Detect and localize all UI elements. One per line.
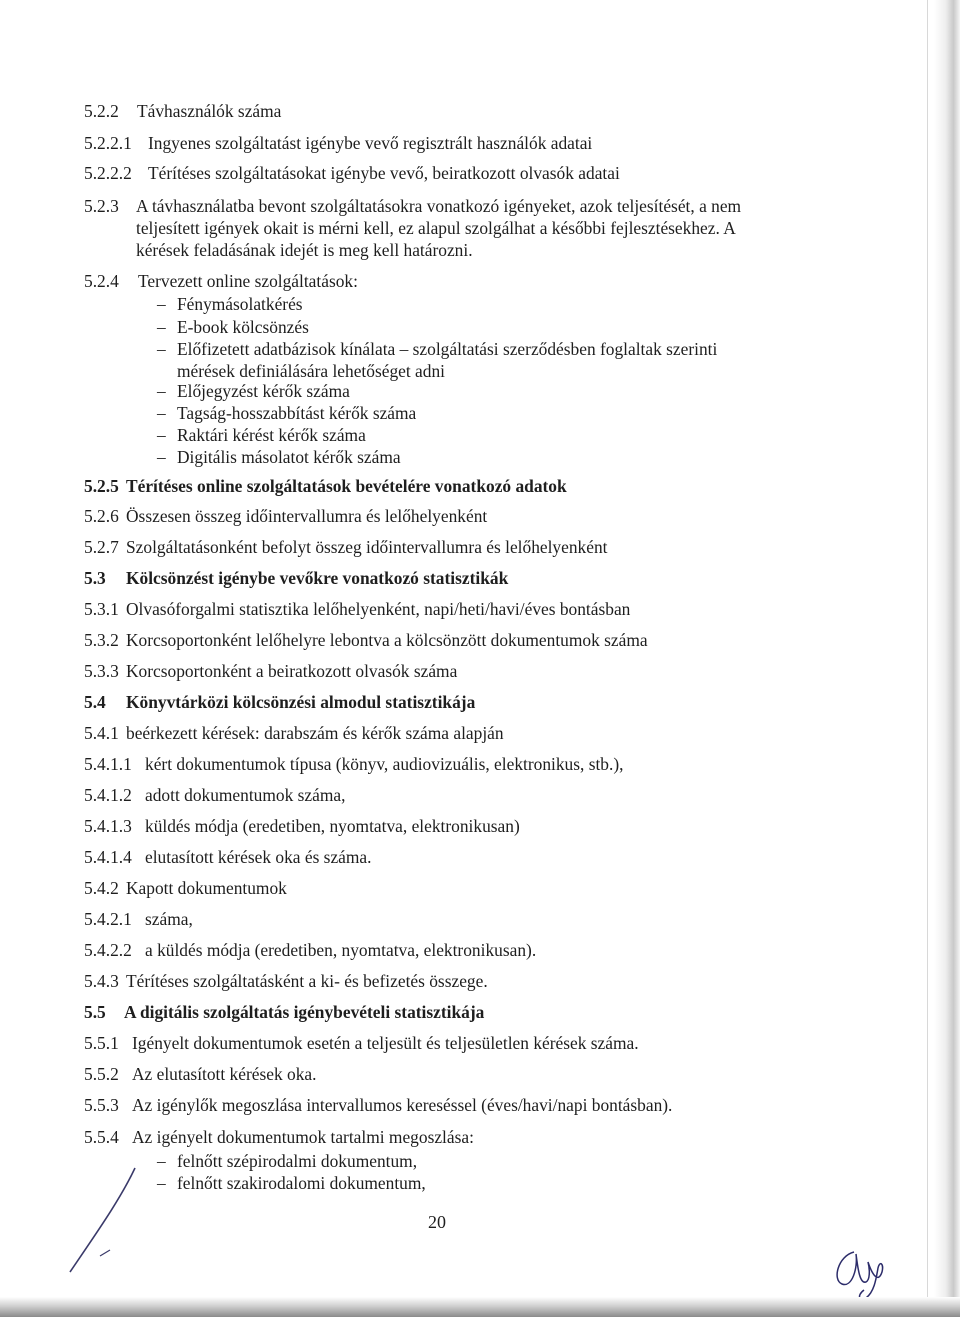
section-number: 5.2.6 [84,506,119,526]
section-text: adott dokumentumok száma, [145,785,346,805]
section-number: 5.3.3 [84,661,119,681]
section-text: Távhasználók száma [137,101,282,121]
section-text: teljesített igények okait is mérni kell, ez alapul szolgálhat a későbbi fejlesztésekhez. A [136,218,736,238]
list-dash: – [157,1151,166,1171]
list-item-text: Fénymásolatkérés [177,294,303,314]
section-number: 5.2.7 [84,537,119,557]
section-number: 5.4.1.4 [84,847,132,867]
section-text: Könyvtárközi kölcsönzési almodul statisztikája [126,692,476,712]
section-number: 5.4.2 [84,878,119,898]
page-bottom-shadow [0,1297,960,1317]
section-text: Összesen összeg időintervallumra és lelőhelyenként [126,506,488,526]
list-item-text: Tagság-hosszabbítást kérők száma [177,403,417,423]
section-text: A digitális szolgáltatás igénybevételi statisztikája [124,1002,485,1022]
section-text: Kapott dokumentumok [126,878,287,898]
section-number: 5.3.2 [84,630,119,650]
section-text: küldés módja (eredetiben, nyomtatva, elektronikusan) [145,816,520,836]
section-number: 5.4 [84,692,106,712]
section-text: Szolgáltatásonként befolyt összeg időintervallumra és lelőhelyenként [126,537,608,557]
section-number: 5.4.3 [84,971,119,991]
section-text: Az igényelt dokumentumok tartalmi megoszlása: [132,1127,474,1147]
section-text: Ingyenes szolgáltatást igénybe vevő regisztrált használók adatai [148,133,593,153]
section-number: 5.2.2.2 [84,163,132,183]
section-text: Kölcsönzést igénybe vevőkre vonatkozó statisztikák [126,568,509,588]
section-text: a küldés módja (eredetiben, nyomtatva, elektronikusan). [145,940,537,960]
section-text: Korcsoportonként a beiratkozott olvasók száma [126,661,458,681]
list-dash: – [157,339,166,359]
section-text: Az igénylők megoszlása intervallumos kereséssel (éves/havi/napi bontásban). [132,1095,673,1115]
page-edge-line [927,0,928,1317]
list-item-text: mérések definiálására lehetőséget adni [177,361,445,381]
section-number: 5.4.1.1 [84,754,132,774]
section-number: 5.2.2 [84,101,119,121]
section-number: 5.4.1.2 [84,785,132,805]
section-number: 5.2.4 [84,271,119,291]
section-number: 5.4.1 [84,723,119,743]
section-text: kért dokumentumok típusa (könyv, audiovizuális, elektronikus, stb.), [145,754,624,774]
section-number: 5.5.2 [84,1064,119,1084]
section-number: 5.5.3 [84,1095,119,1115]
section-text: Korcsoportonként lelőhelyre lebontva a kölcsönzött dokumentumok száma [126,630,648,650]
section-text: Olvasóforgalmi statisztika lelőhelyenként, napi/heti/havi/éves bontásban [126,599,631,619]
list-dash: – [157,317,166,337]
section-text: elutasított kérések oka és száma. [145,847,372,867]
list-item-text: Előjegyzést kérők száma [177,381,350,401]
section-text: Térítéses online szolgáltatások bevételére vonatkozó adatok [126,476,567,496]
list-item-text: Előfizetett adatbázisok kínálata – szolgáltatási szerződésben foglaltak szerinti [177,339,718,359]
section-number: 5.4.2.1 [84,909,132,929]
list-dash: – [157,294,166,314]
list-dash: – [157,381,166,401]
list-dash: – [157,425,166,445]
section-text: Térítéses szolgáltatásokat igénybe vevő, beiratkozott olvasók adatai [148,163,620,183]
section-number: 5.5 [84,1002,106,1022]
section-number: 5.5.1 [84,1033,119,1053]
section-text: kérések feladásának idejét is meg kell határozni. [136,240,473,260]
section-number: 5.3.1 [84,599,119,619]
list-dash: – [157,403,166,423]
list-item-text: E-book kölcsönzés [177,317,309,337]
section-text: Igényelt dokumentumok esetén a teljesült és teljesületlen kérések száma. [132,1033,639,1053]
section-number: 5.2.3 [84,196,119,216]
section-number: 5.4.2.2 [84,940,132,960]
section-text: A távhasználatba bevont szolgáltatásokra vonatkozó igényeket, azok teljesítését, a nem [136,196,742,216]
section-text: Az elutasított kérések oka. [132,1064,317,1084]
section-number: 5.2.5 [84,476,119,496]
handwritten-initials [820,1240,900,1302]
list-item-text: felnőtt szakirodalomi dokumentum, [177,1173,426,1193]
list-dash: – [157,447,166,467]
list-item-text: Raktári kérést kérők száma [177,425,366,445]
section-text: Tervezett online szolgáltatások: [138,271,358,291]
section-number: 5.4.1.3 [84,816,132,836]
section-number: 5.3 [84,568,106,588]
section-text: száma, [145,909,193,929]
section-number: 5.2.2.1 [84,133,132,153]
list-item-text: Digitális másolatot kérők száma [177,447,401,467]
section-text: Térítéses szolgáltatásként a ki- és befizetés összege. [126,971,488,991]
signature-stroke [40,1160,140,1280]
page-edge-shadow [934,0,960,1317]
page-number: 20 [428,1212,446,1232]
list-dash: – [157,1173,166,1193]
section-text: beérkezett kérések: darabszám és kérők száma alapján [126,723,504,743]
list-item-text: felnőtt szépirodalmi dokumentum, [177,1151,418,1171]
section-number: 5.5.4 [84,1127,119,1147]
